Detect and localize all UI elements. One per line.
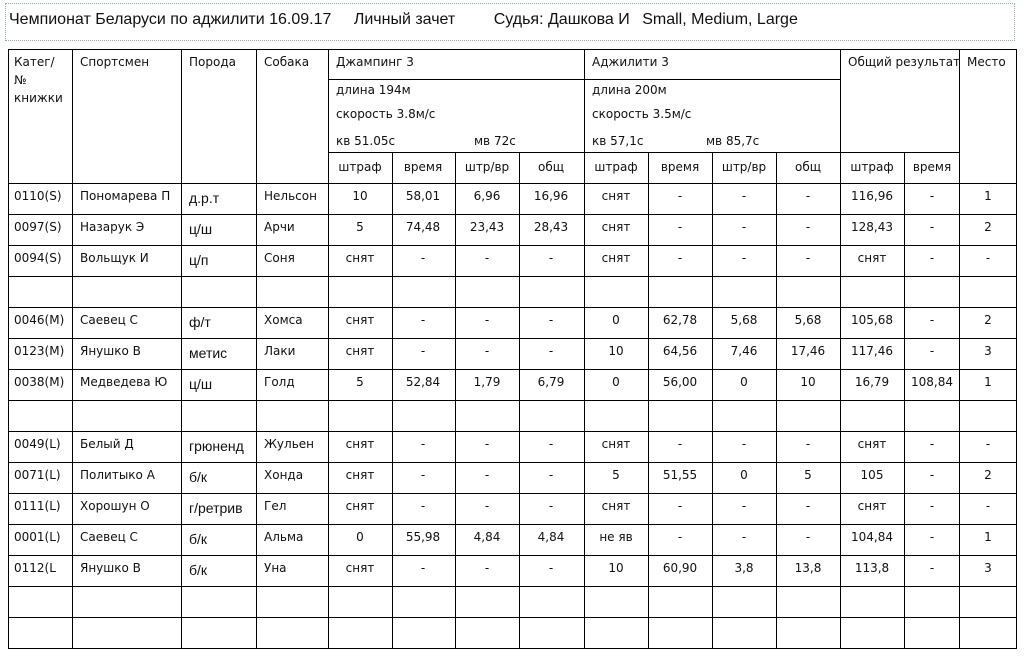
table-cell: Арчи (264, 220, 295, 234)
row-rule (8, 245, 1017, 246)
table-cell: 113,8 (854, 561, 890, 575)
header-overall-title: Общий результат (848, 55, 961, 69)
table-cell: 55,98 (405, 530, 441, 544)
table-cell: 0001(L) (14, 530, 61, 544)
row-rule (8, 276, 1017, 277)
table-cell: - (484, 313, 490, 327)
table-cell: 62,78 (662, 313, 698, 327)
table-cell: 0 (612, 375, 620, 389)
event-title: Чемпионат Беларуси по аджилити 16.09.17 (9, 11, 332, 28)
table-cell: снят (601, 251, 631, 265)
table-cell: Янушко В (80, 344, 141, 358)
table-cell: 56,00 (662, 375, 698, 389)
table-cell: 51,55 (662, 468, 698, 482)
table-cell: - (929, 220, 935, 234)
table-cell: 128,43 (851, 220, 893, 234)
table-cell: 10 (800, 375, 816, 389)
header-bottom-rule (8, 183, 1017, 184)
table-cell: 0049(L) (14, 437, 61, 451)
table-cell: Голд (264, 375, 295, 389)
table-cell: 0094(S) (14, 251, 62, 265)
table-cell: 117,46 (851, 344, 893, 358)
table-cell: 105 (860, 468, 884, 482)
table-cell: снят (601, 499, 631, 513)
table-cell: - (741, 251, 747, 265)
table-cell: - (741, 437, 747, 451)
table-cell: снят (345, 344, 375, 358)
table-cell: снят (345, 499, 375, 513)
table-cell: Нельсон (264, 189, 317, 203)
table-cell: 6,96 (473, 189, 501, 203)
row-rule (8, 493, 1017, 494)
agility-mv: мв 85,7с (706, 134, 760, 148)
table-cell: 3,8 (734, 561, 754, 575)
jumping-mv: мв 72с (474, 134, 516, 148)
table-cell: 0112(L (14, 561, 56, 575)
table-cell: 5 (356, 375, 364, 389)
row-rule (8, 524, 1017, 525)
table-cell: - (420, 251, 426, 265)
table-cell: - (548, 499, 554, 513)
table-cell: 74,48 (405, 220, 441, 234)
table-cell: - (484, 468, 490, 482)
agility-total-header: общ (794, 160, 822, 174)
table-cell: снят (857, 437, 887, 451)
table-cell: - (677, 251, 683, 265)
table-cell: ц/ш (189, 376, 213, 392)
table-cell: ц/ш (189, 221, 213, 237)
table-cell: - (484, 344, 490, 358)
row-rule (8, 214, 1017, 215)
overall-time-header: время (912, 160, 952, 174)
table-cell: 105,68 (851, 313, 893, 327)
header-category: Катег/ № книжки (14, 55, 63, 105)
table-cell: снят (601, 437, 631, 451)
table-cell: метис (189, 345, 228, 361)
table-cell: 0038(M) (14, 375, 65, 389)
table-cell: 2 (984, 313, 992, 327)
table-cell: 108,84 (911, 375, 953, 389)
table-cell: 0046(M) (14, 313, 65, 327)
row-rule (8, 307, 1017, 308)
table-cell: Пономарева П (80, 189, 171, 203)
table-cell: - (929, 344, 935, 358)
table-cell: 4,84 (473, 530, 501, 544)
table-cell: 10 (608, 561, 624, 575)
column-rule (959, 49, 960, 648)
header-athlete: Спортсмен (80, 55, 150, 69)
table-cell: 13,8 (794, 561, 822, 575)
table-cell: 0 (740, 468, 748, 482)
scoring-type: Личный зачет (353, 11, 456, 28)
jumping-time-header: время (403, 160, 443, 174)
table-cell: - (929, 530, 935, 544)
table-cell: Медведева Ю (80, 375, 168, 389)
header-line (9, 11, 798, 29)
jumping-total-header: общ (537, 160, 565, 174)
jumping-length: длина 194м (336, 83, 411, 97)
table-cell: 0071(L) (14, 468, 61, 482)
row-rule (8, 338, 1017, 339)
table-cell: - (677, 220, 683, 234)
jumping-pen-time-header: штр/вр (464, 160, 510, 174)
table-cell: 1,79 (473, 375, 501, 389)
table-cell: 0 (612, 313, 620, 327)
table-cell: снят (345, 251, 375, 265)
table-border-top (8, 49, 1017, 50)
table-cell: - (420, 344, 426, 358)
jumping-speed: скорость 3.8м/с (336, 107, 436, 121)
header-place: Место (967, 55, 1006, 69)
agility-time-header: время (660, 160, 700, 174)
table-cell: снят (345, 313, 375, 327)
table-cell: - (420, 561, 426, 575)
table-cell: - (548, 561, 554, 575)
table-cell: Политыко А (80, 468, 155, 482)
table-cell: снят (345, 561, 375, 575)
table-cell: - (805, 530, 811, 544)
table-cell: 0110(S) (14, 189, 62, 203)
table-cell: - (420, 313, 426, 327)
table-cell: Соня (264, 251, 295, 265)
table-cell: 28,43 (533, 220, 569, 234)
table-cell: Гел (264, 499, 287, 513)
table-cell: - (805, 189, 811, 203)
table-cell: - (548, 344, 554, 358)
table-cell: - (985, 499, 991, 513)
table-cell: 0 (740, 375, 748, 389)
table-cell: Хонда (264, 468, 304, 482)
agility-pen-time-header: штр/вр (721, 160, 767, 174)
table-cell: - (985, 437, 991, 451)
table-cell: - (420, 499, 426, 513)
table-cell: ц/п (189, 252, 209, 268)
table-cell: - (420, 468, 426, 482)
table-cell: 60,90 (662, 561, 698, 575)
table-cell: - (484, 561, 490, 575)
table-cell: 10 (352, 189, 368, 203)
table-cell: 1 (984, 375, 992, 389)
size-classes: Small, Medium, Large (642, 11, 798, 28)
row-rule (8, 431, 1017, 432)
table-cell: - (985, 251, 991, 265)
table-cell: - (677, 530, 683, 544)
document-header (5, 3, 1015, 41)
judge-name: Судья: Дашкова И (493, 11, 630, 28)
table-cell: Лаки (264, 344, 296, 358)
table-cell: снят (601, 189, 631, 203)
table-cell: 58,01 (405, 189, 441, 203)
table-cell: 52,84 (405, 375, 441, 389)
table-cell: Жульен (264, 437, 314, 451)
jumping-penalty-header: штраф (338, 160, 382, 174)
table-cell: - (929, 499, 935, 513)
table-cell: Уна (264, 561, 287, 575)
table-border-bottom (8, 648, 1017, 649)
column-rule (181, 49, 182, 648)
table-cell: - (805, 499, 811, 513)
table-cell: 1 (984, 189, 992, 203)
table-cell: - (929, 189, 935, 203)
table-cell: б/к (189, 469, 208, 485)
subheader-rule (328, 152, 960, 153)
table-cell: 3 (984, 344, 992, 358)
table-cell: 5 (356, 220, 364, 234)
table-cell: - (929, 437, 935, 451)
table-cell: - (805, 251, 811, 265)
table-border-right (1016, 49, 1017, 649)
agility-speed: скорость 3.5м/с (592, 107, 692, 121)
table-cell: 7,46 (730, 344, 758, 358)
table-cell: - (805, 220, 811, 234)
table-cell: - (929, 313, 935, 327)
row-rule (8, 617, 1017, 618)
table-cell: 2 (984, 220, 992, 234)
table-cell: 6,79 (537, 375, 565, 389)
table-cell: - (484, 499, 490, 513)
table-cell: - (484, 437, 490, 451)
overall-penalty-header: штраф (850, 160, 894, 174)
row-rule (8, 555, 1017, 556)
column-rule (256, 49, 257, 648)
table-cell: снят (345, 468, 375, 482)
agility-penalty-header: штраф (594, 160, 638, 174)
table-cell: 116,96 (851, 189, 893, 203)
table-cell: 0 (356, 530, 364, 544)
table-cell: 10 (608, 344, 624, 358)
table-cell: б/к (189, 562, 208, 578)
table-cell: - (929, 561, 935, 575)
row-rule (8, 369, 1017, 370)
table-cell: ф/т (189, 314, 211, 330)
table-cell: 2 (984, 468, 992, 482)
table-cell: Хомса (264, 313, 303, 327)
row-rule (8, 462, 1017, 463)
table-cell: 5,68 (794, 313, 822, 327)
table-cell: 104,84 (851, 530, 893, 544)
table-cell: - (548, 313, 554, 327)
table-cell: - (420, 437, 426, 451)
table-cell: не яв (599, 530, 633, 544)
table-cell: 0097(S) (14, 220, 62, 234)
table-cell: д.р.т (189, 190, 220, 206)
table-cell: Назарук Э (80, 220, 145, 234)
table-cell: 1 (984, 530, 992, 544)
table-cell: - (548, 468, 554, 482)
table-cell: снят (601, 220, 631, 234)
header-breed: Порода (189, 55, 236, 69)
table-cell: снят (857, 251, 887, 265)
table-cell: Альма (264, 530, 304, 544)
table-cell: 64,56 (662, 344, 698, 358)
table-cell: - (548, 437, 554, 451)
table-cell: грюненд (189, 438, 244, 454)
column-rule (584, 49, 585, 648)
table-cell: Хорошун О (80, 499, 150, 513)
table-cell: - (484, 251, 490, 265)
table-cell: - (741, 530, 747, 544)
header-agility-title: Аджилити 3 (592, 55, 669, 69)
table-cell: Белый Д (80, 437, 134, 451)
table-cell: 5,68 (730, 313, 758, 327)
header-dog: Собака (264, 55, 310, 69)
table-cell: Саевец С (80, 313, 138, 327)
table-cell: 0111(L) (14, 499, 61, 513)
table-cell: 16,96 (533, 189, 569, 203)
row-rule (8, 400, 1017, 401)
table-cell: снят (345, 437, 375, 451)
table-cell: 5 (804, 468, 812, 482)
table-cell: - (677, 437, 683, 451)
table-cell: Саевец С (80, 530, 138, 544)
row-rule (8, 586, 1017, 587)
jumping-kv: кв 51.05с (336, 134, 396, 148)
table-cell: 4,84 (537, 530, 565, 544)
header-jumping-title: Джампинг 3 (336, 55, 414, 69)
table-cell: - (741, 499, 747, 513)
table-cell: - (741, 220, 747, 234)
table-cell: снят (857, 499, 887, 513)
column-rule (72, 49, 73, 648)
table-border-left (8, 49, 9, 649)
table-cell: 23,43 (469, 220, 505, 234)
table-cell: - (929, 251, 935, 265)
table-cell: 3 (984, 561, 992, 575)
column-rule (840, 49, 841, 648)
table-cell: - (677, 189, 683, 203)
table-cell: г/ретрив (189, 500, 243, 516)
table-cell: 17,46 (790, 344, 826, 358)
table-cell: Янушко В (80, 561, 141, 575)
table-cell: - (929, 468, 935, 482)
table-cell: 0123(M) (14, 344, 65, 358)
table-cell: - (805, 437, 811, 451)
table-cell: 5 (612, 468, 620, 482)
agility-kv: кв 57,1с (592, 134, 644, 148)
table-cell: - (677, 499, 683, 513)
table-cell: 16,79 (854, 375, 890, 389)
table-cell: б/к (189, 531, 208, 547)
column-rule (328, 49, 329, 648)
agility-length: длина 200м (592, 83, 667, 97)
table-cell: - (741, 189, 747, 203)
table-cell: Вольщук И (80, 251, 149, 265)
table-cell: - (548, 251, 554, 265)
results-table (8, 49, 1017, 650)
